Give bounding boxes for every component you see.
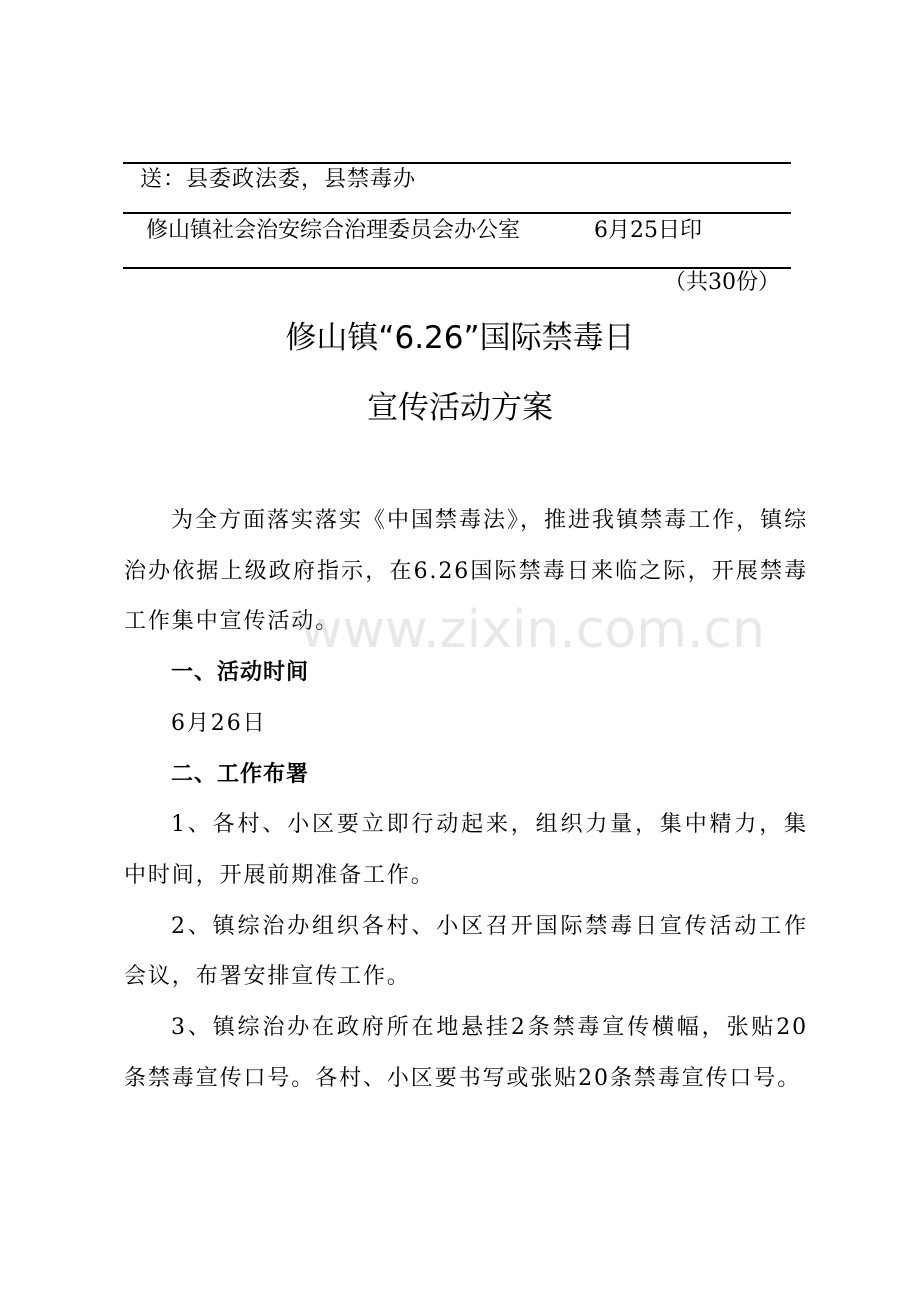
arrangement-item-3: 3、镇综治办在政府所在地悬挂2条禁毒宣传横幅，张贴20条禁毒宣传口号。各村、小区要书写或张贴20条禁毒宣传口号。 xyxy=(124,1015,808,1091)
section-heading-arrangement: 二、工作布署 xyxy=(171,761,310,787)
document-body xyxy=(124,496,808,1104)
middle-divider xyxy=(123,212,791,214)
intro-paragraph: 为全方面落实落实《中国禁毒法》，推进我镇禁毒工作，镇综治办依据上级政府指示，在6.26国际禁毒日来临之际，开展禁毒工作集中宣传活动。 xyxy=(124,508,808,635)
issuer-office: 修山镇社会治安综合治理委员会办公室 xyxy=(146,218,521,243)
document-title-line1: 修山镇“6.26”国际禁毒日 xyxy=(285,320,635,356)
document-title-line2: 宣传活动方案 xyxy=(367,390,553,426)
top-divider xyxy=(123,162,791,164)
activity-date: 6月26日 xyxy=(171,710,267,736)
arrangement-item-2: 2、镇综治办组织各村、小区召开国际禁毒日宣传活动工作会议，布署安排宣传工作。 xyxy=(124,913,808,990)
arrangement-item-1: 1、各村、小区要立即行动起来，组织力量，集中精力，集中时间，开展前期准备工作。 xyxy=(124,812,808,888)
copies-count: （共30份） xyxy=(664,270,780,295)
send-to-line: 送：县委政法委，县禁毒办 xyxy=(140,167,417,192)
site-watermark: www.zixin.com.cn xyxy=(300,600,765,660)
print-date: 6月25日印 xyxy=(594,218,702,243)
section-heading-time: 一、活动时间 xyxy=(171,660,310,686)
